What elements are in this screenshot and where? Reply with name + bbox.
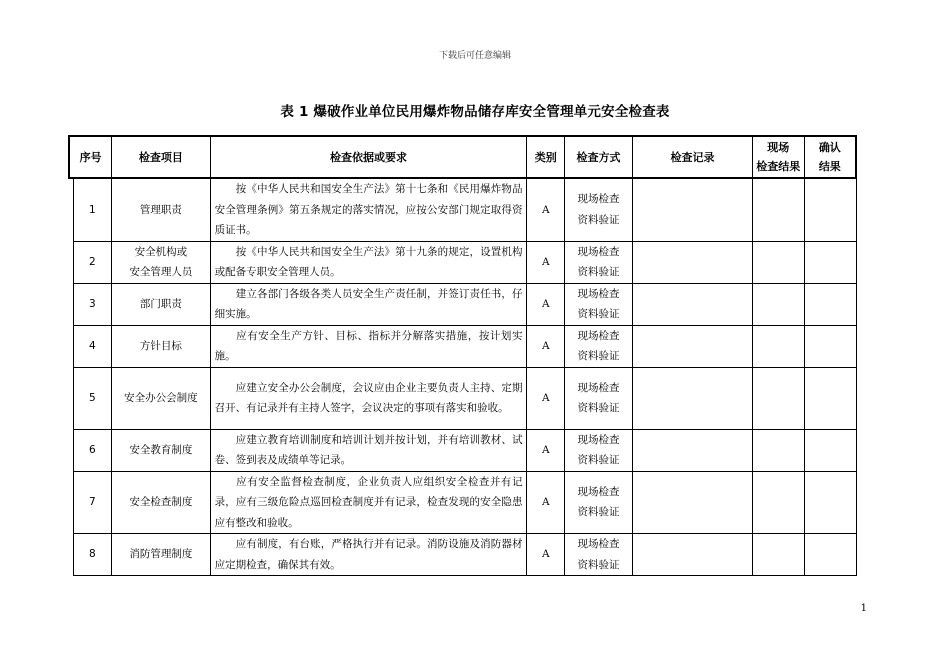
row-item: 安全办公会制度 — [112, 367, 211, 429]
row-category: A — [527, 325, 565, 367]
row-method — [565, 178, 633, 241]
row-seq: 8 — [73, 534, 112, 576]
row-seq: 3 — [73, 283, 112, 325]
row-result-cell[interactable] — [752, 471, 804, 534]
row-basis — [210, 367, 527, 429]
row-basis — [210, 241, 527, 283]
row-method-line2: 资料验证 — [577, 350, 620, 362]
header-confirm — [804, 136, 856, 178]
row-method — [565, 471, 633, 534]
row-method-line1: 现场检查 — [577, 245, 620, 258]
row-item: 方针目标 — [112, 325, 211, 367]
table-title: 表 1 爆破作业单位民用爆炸物品储存库安全管理单元安全检查表 — [280, 104, 670, 120]
row-method — [565, 367, 633, 429]
row-result-cell[interactable] — [752, 241, 804, 283]
header-category: 类别 — [527, 136, 565, 178]
row-method-line2: 资料验证 — [577, 266, 620, 278]
row-record-cell[interactable] — [633, 325, 753, 367]
row-result-cell[interactable] — [752, 367, 804, 429]
row-confirm-cell[interactable] — [804, 367, 856, 429]
row-method-line2: 资料验证 — [577, 308, 620, 320]
row-method-line1: 现场检查 — [577, 538, 620, 550]
row-item — [112, 241, 211, 283]
table-row — [69, 283, 856, 325]
row-method-line2: 资料验证 — [577, 454, 620, 466]
row-basis-text: 按《中华人民共和国安全生产法》第十九条的规定，设置机构或配备专职安全管理人员。 — [214, 245, 523, 278]
row-category: A — [527, 367, 565, 429]
row-basis — [210, 325, 527, 367]
page-number: 1 — [860, 603, 867, 614]
row-seq: 4 — [73, 325, 112, 367]
row-confirm-cell[interactable] — [804, 534, 856, 576]
row-seq: 6 — [73, 429, 112, 471]
row-method-line2: 资料验证 — [577, 558, 620, 571]
row-method-line2: 资料验证 — [577, 402, 620, 414]
row-confirm-cell[interactable] — [804, 429, 856, 471]
row-record-cell[interactable] — [633, 534, 753, 576]
row-method-line1: 现场检查 — [577, 287, 620, 300]
row-basis — [210, 429, 527, 471]
row-category: A — [527, 429, 565, 471]
header-seq: 序号 — [69, 136, 112, 178]
header-method: 检查方式 — [565, 136, 633, 178]
row-item-line1: 安全机构或 — [134, 245, 188, 258]
row-basis-text: 应建立安全办公会制度，会议应由企业主要负责人主持、定期召开、有记录并有主持人签字，会议决定的事项有落实和验收。 — [214, 381, 523, 414]
row-record-cell[interactable] — [633, 283, 753, 325]
row-basis — [210, 178, 527, 241]
row-seq: 7 — [73, 471, 112, 534]
header-result-line2: 检查结果 — [756, 160, 801, 173]
row-basis — [210, 283, 527, 325]
row-category: A — [527, 283, 565, 325]
table-row — [69, 367, 856, 429]
row-result-cell[interactable] — [752, 178, 804, 241]
row-result-cell[interactable] — [752, 283, 804, 325]
row-basis-text: 按《中华人民共和国安全生产法》第十七条和《民用爆炸物品安全管理条例》第五条规定的落实情况，应按公安部门规定取得资质证书。 — [214, 183, 523, 236]
row-item: 消防管理制度 — [112, 534, 211, 576]
row-item: 部门职责 — [112, 283, 211, 325]
row-item-line2: 安全管理人员 — [129, 266, 193, 278]
row-method-line2: 资料验证 — [577, 506, 620, 519]
header-row — [69, 136, 856, 178]
row-result-cell[interactable] — [752, 429, 804, 471]
row-method — [565, 283, 633, 325]
row-basis-text: 应有安全监督检查制度，企业负责人应组织安全检查并有记录，应有三级危险点巡回检查制度并有记录，检查发现的安全隐患应有整改和验收。 — [214, 475, 523, 529]
row-category: A — [527, 241, 565, 283]
header-result — [752, 136, 804, 178]
table-row — [69, 178, 856, 241]
header-result-line1: 现场 — [767, 141, 790, 154]
row-method-line1: 现场检查 — [577, 193, 620, 206]
row-item: 安全检查制度 — [112, 471, 211, 534]
row-record-cell[interactable] — [633, 429, 753, 471]
row-result-cell[interactable] — [752, 534, 804, 576]
row-confirm-cell[interactable] — [804, 325, 856, 367]
row-confirm-cell[interactable] — [804, 178, 856, 241]
row-basis — [210, 471, 527, 534]
row-category: A — [527, 178, 565, 241]
row-seq: 5 — [73, 367, 112, 429]
row-method-line1: 现场检查 — [577, 329, 620, 342]
row-confirm-cell[interactable] — [804, 283, 856, 325]
row-basis-text: 应有制度，有台账，严格执行并有记录。消防设施及消防器材应定期检查，确保其有效。 — [214, 538, 523, 571]
row-basis-text: 应建立教育培训制度和培训计划并按计划，并有培训教材、试卷、签到表及成绩单等记录。 — [214, 433, 523, 466]
row-confirm-cell[interactable] — [804, 471, 856, 534]
row-basis — [210, 534, 527, 576]
header-confirm-line2: 结果 — [818, 160, 841, 173]
row-category: A — [527, 471, 565, 534]
row-method-line1: 现场检查 — [577, 381, 620, 394]
header-item: 检查项目 — [112, 136, 211, 178]
row-method-line1: 现场检查 — [577, 485, 620, 498]
row-record-cell[interactable] — [633, 367, 753, 429]
row-method — [565, 241, 633, 283]
table-row — [69, 471, 856, 534]
row-item: 管理职责 — [112, 178, 211, 241]
watermark-text: 下载后可任意编辑 — [438, 51, 511, 61]
row-confirm-cell[interactable] — [804, 241, 856, 283]
inspection-table — [68, 135, 857, 576]
table-row — [69, 241, 856, 283]
header-basis: 检查依据或要求 — [210, 136, 527, 178]
header-record: 检查记录 — [633, 136, 753, 178]
row-method-line1: 现场检查 — [577, 433, 620, 446]
row-method-line2: 资料验证 — [577, 213, 620, 226]
row-method — [565, 325, 633, 367]
row-item: 安全教育制度 — [112, 429, 211, 471]
row-method — [565, 534, 633, 576]
row-basis-text: 建立各部门各级各类人员安全生产责任制，并签订责任书，仔细实施。 — [214, 287, 523, 320]
table-row — [69, 534, 856, 576]
header-confirm-line1: 确认 — [818, 141, 841, 154]
row-basis-text: 应有安全生产方针、目标、指标并分解落实措施，按计划实施。 — [214, 329, 523, 362]
table-row — [69, 429, 856, 471]
row-category: A — [527, 534, 565, 576]
row-record-cell[interactable] — [633, 471, 753, 534]
row-record-cell[interactable] — [633, 241, 753, 283]
row-result-cell[interactable] — [752, 325, 804, 367]
table-row — [69, 325, 856, 367]
row-seq: 2 — [73, 241, 112, 283]
row-record-cell[interactable] — [633, 178, 753, 241]
row-method — [565, 429, 633, 471]
row-seq: 1 — [73, 178, 112, 241]
